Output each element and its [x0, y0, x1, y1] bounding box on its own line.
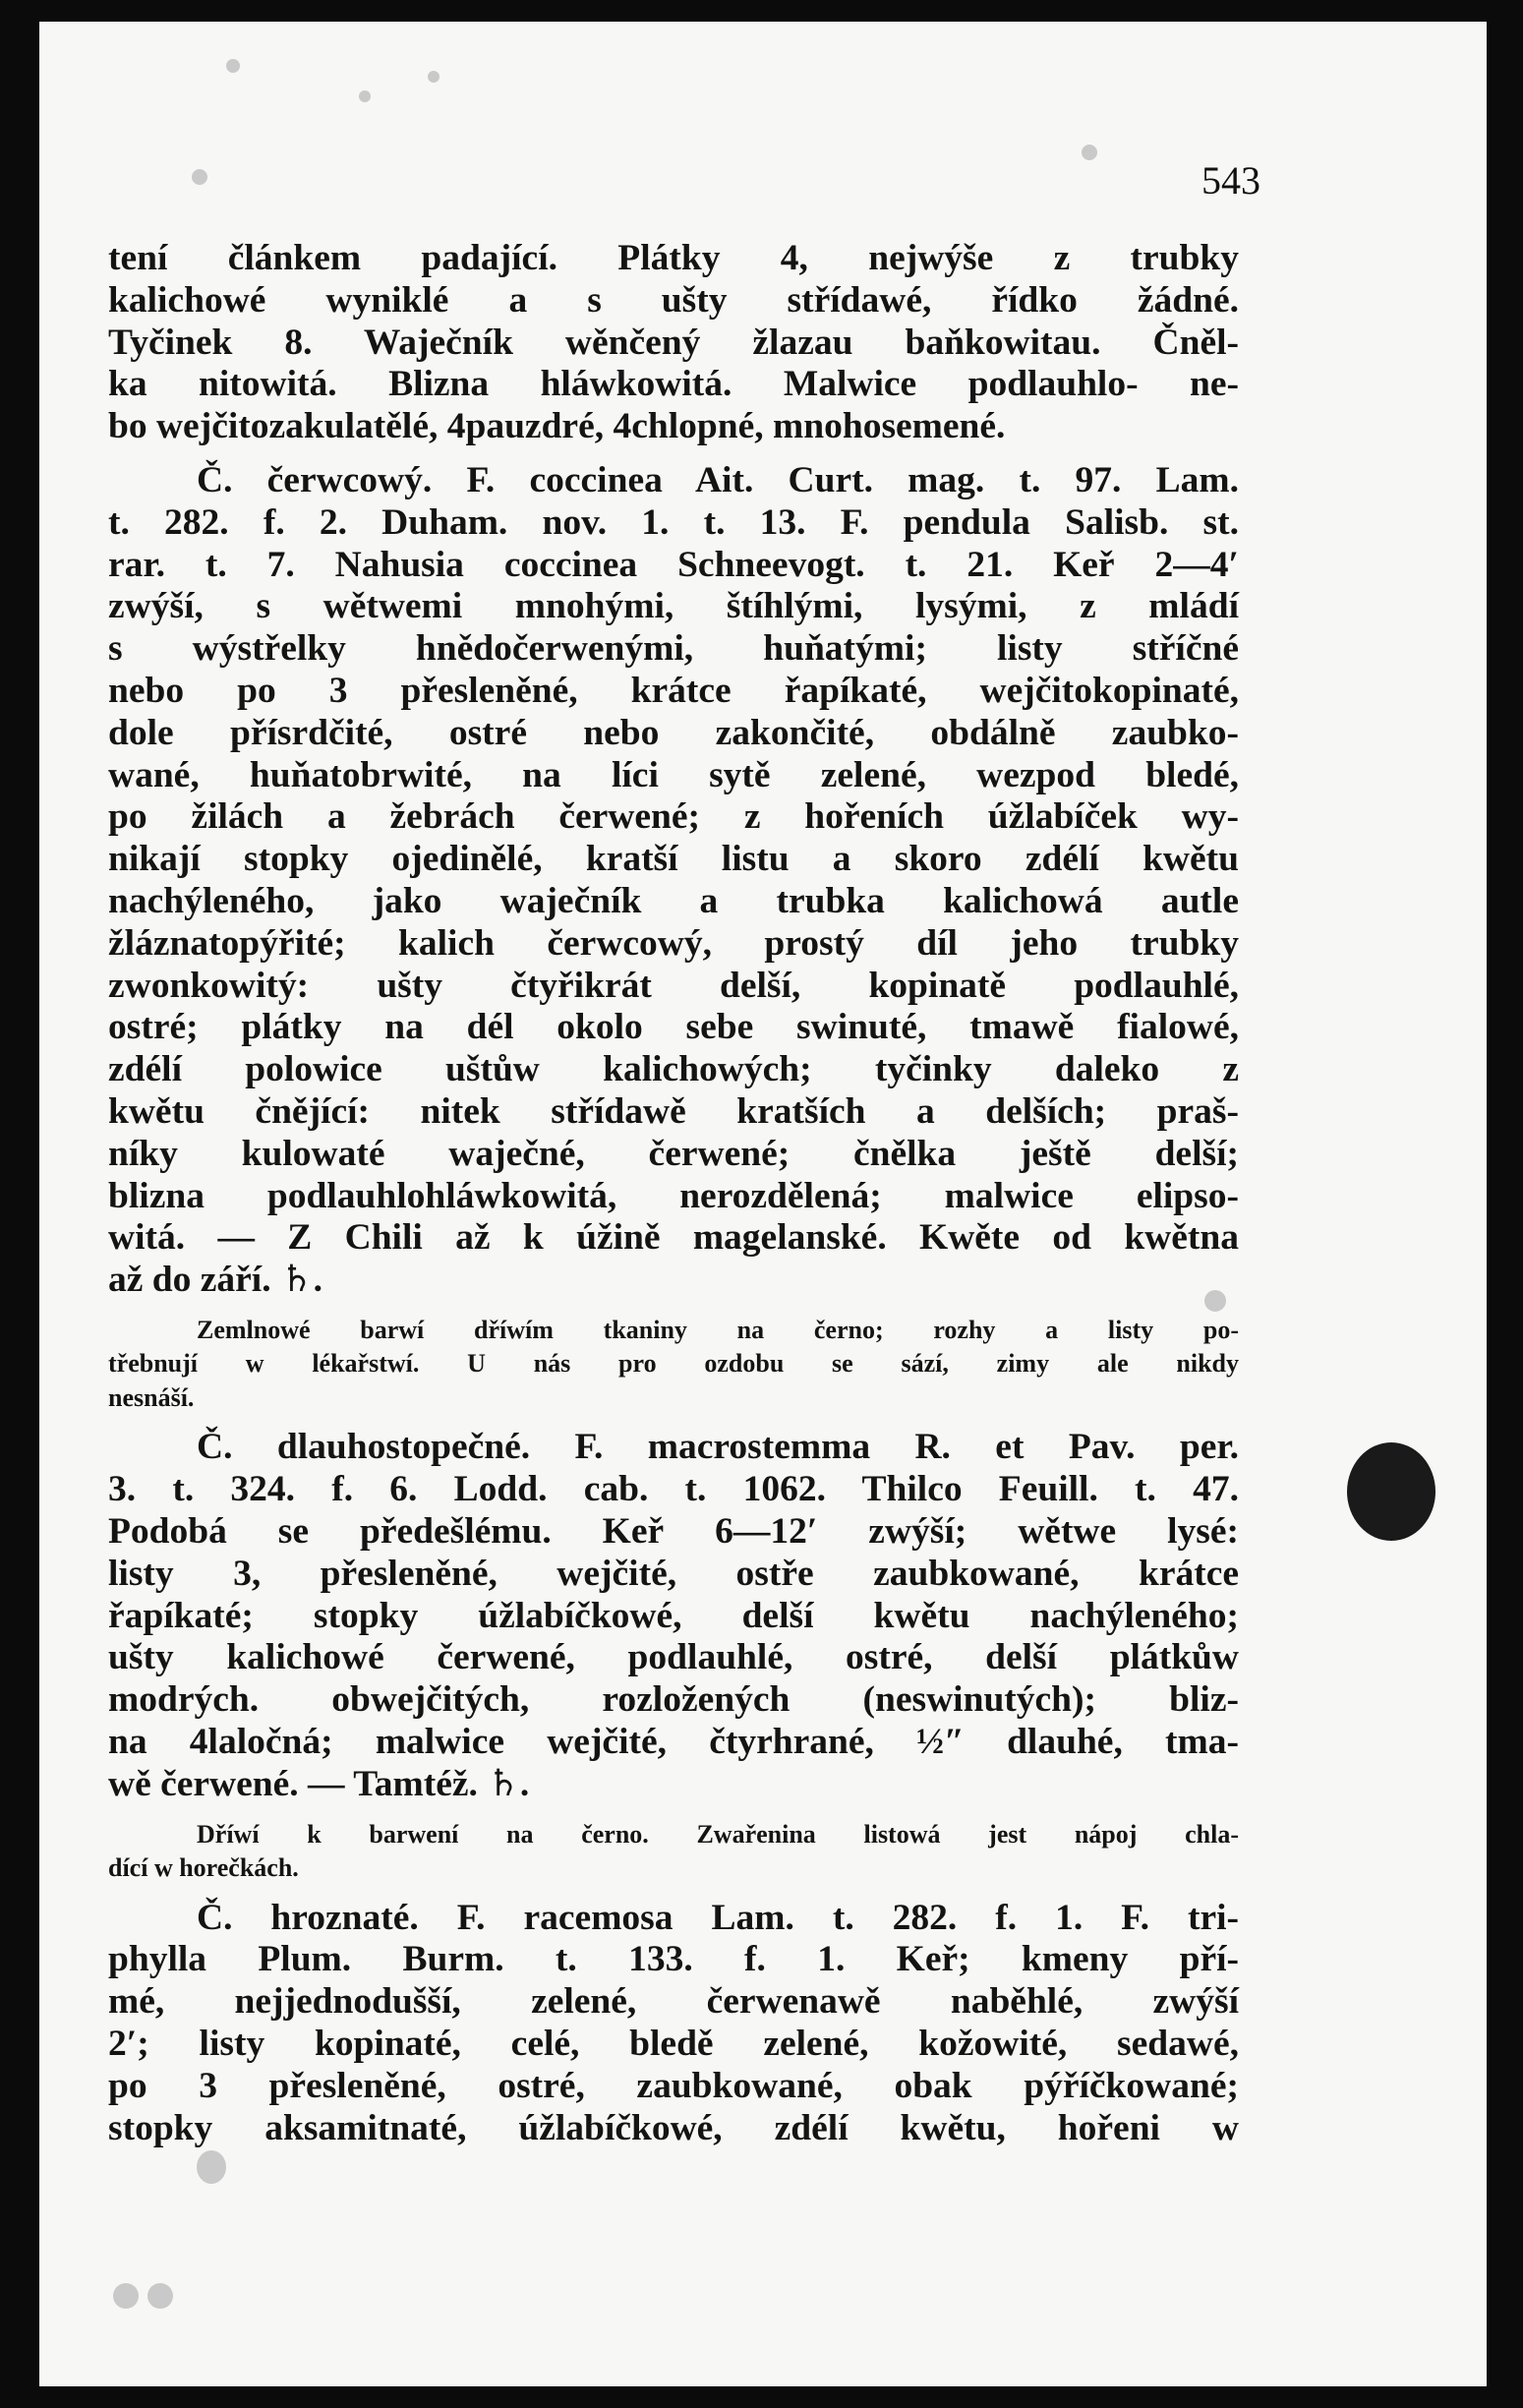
paragraph-gap — [108, 1886, 1239, 1898]
text-line: witá. — Z Chili až k úžině magelanské. Kwěte od kwětna — [108, 1217, 1239, 1259]
scan-speck — [147, 2283, 173, 2309]
scan-speck — [192, 169, 207, 185]
scan-speck — [428, 71, 439, 83]
text-line: kwětu čnějící: nitek střídawě kratších a delších; praš- — [108, 1090, 1239, 1132]
text-line: Tyčinek 8. Waječník wěnčený žlazau baňkowitau. Čněl- — [108, 322, 1239, 363]
text-line: wě čerwené. — Tamtéž. ♄. — [108, 1763, 530, 1804]
text-line: wané, huňatobrwité, na líci sytě zelené, wezpod bledé, — [108, 754, 1239, 795]
text-line: ka nitowitá. Blizna hláwkowitá. Malwice podlauhlo- ne- — [108, 364, 1239, 405]
text-line: 2′; listy kopinaté, celé, bledě zelené, kožowité, sedawé, — [108, 2023, 1239, 2064]
text-line: níky kulowaté waječné, čerwené; čnělka ještě delší; — [108, 1133, 1239, 1174]
text-line: rar. t. 7. Nahusia coccinea Schneevogt. t. 21. Keř 2—4′ — [108, 544, 1239, 585]
text-line: kalichowé wyniklé a s ušty střídawé, řídko žádné. — [108, 279, 1239, 321]
note-line: třebnují w lékařstwí. U nás pro ozdobu se sází, zimy ale nikdy — [108, 1349, 1239, 1379]
text-line: žláznatopýřité; kalich čerwcowý, prostý díl jeho trubky — [108, 922, 1239, 964]
text-line: Podobá se předešlému. Keř 6—12′ zwýší; wětwe lysé: — [108, 1511, 1239, 1553]
paragraph-gap — [108, 1302, 1239, 1314]
note-line: dící w horečkách. — [108, 1853, 299, 1883]
text-line: Č. dlauhostopečné. F. macrostemma R. et Pav. per. — [197, 1427, 1239, 1468]
text-line: stopky aksamitnaté, úžlabíčkowé, zdélí kwětu, hořeni w — [108, 2107, 1239, 2148]
text-line: Č. čerwcowý. F. coccinea Ait. Curt. mag. t. 97. Lam. — [197, 459, 1239, 500]
text-line: t. 282. f. 2. Duham. nov. 1. t. 13. F. pendula Salisb. st. — [108, 501, 1239, 543]
paragraph-gap — [108, 1806, 1239, 1818]
text-line: zwonkowitý: ušty čtyřikrát delší, kopinatě podlauhlé, — [108, 965, 1239, 1006]
text-line: zwýší, s wětwemi mnohými, štíhlými, lysými, z mládí — [108, 586, 1239, 627]
text-line: Č. hroznaté. F. racemosa Lam. t. 282. f. 1. F. tri- — [197, 1897, 1239, 1938]
ink-blot — [1347, 1442, 1435, 1541]
note-line: Zemlnowé barwí dříwím tkaniny na černo; rozhy a listy po- — [197, 1315, 1239, 1344]
paragraph-gap — [108, 1415, 1239, 1427]
text-line: tení článkem padající. Plátky 4, nejwýše z trubky — [108, 238, 1239, 278]
text-line: řapíkaté; stopky úžlabíčkowé, delší kwětu nachýleného; — [108, 1595, 1239, 1636]
text-line: 3. t. 324. f. 6. Lodd. cab. t. 1062. Thilco Feuill. t. 47. — [108, 1469, 1239, 1510]
page-text — [108, 238, 1239, 2149]
text-line: dole přísrdčité, ostré nebo zakončité, obdálně zaubko- — [108, 712, 1239, 753]
text-line: po žilách a žebrách čerwené; z hořeních úžlabíček wy- — [108, 796, 1239, 838]
note-line: nesnáší. — [108, 1382, 195, 1412]
text-line: bo wejčitozakulatělé, 4pauzdré, 4chlopné, mnohosemené. — [108, 406, 1006, 447]
text-line: nachýleného, jako waječník a trubka kalichowá autle — [108, 880, 1239, 921]
scan-speck — [226, 59, 240, 73]
text-line: s wýstřelky hnědočerwenými, huňatými; listy stříčné — [108, 628, 1239, 670]
text-line: modrých. obwejčitých, rozložených (neswinutých); bliz- — [108, 1679, 1239, 1721]
text-line: ušty kalichowé čerwené, podlauhlé, ostré, delší plátkůw — [108, 1637, 1239, 1678]
text-line: zdélí polowice uštůw kalichowých; tyčinky daleko z — [108, 1049, 1239, 1090]
page-number: 543 — [1201, 158, 1260, 203]
book-page — [39, 22, 1487, 2386]
text-line: nebo po 3 přesleněné, krátce řapíkaté, wejčitokopinaté, — [108, 670, 1239, 711]
text-line: nikají stopky ojedinělé, kratší listu a skoro zdélí kwětu — [108, 839, 1239, 880]
paragraph-gap — [108, 448, 1239, 460]
text-line: až do září. ♄. — [108, 1260, 322, 1301]
note-line: Dříwí k barwení na černo. Zwařenina listowá jest nápoj chla- — [197, 1819, 1239, 1849]
text-line: phylla Plum. Burm. t. 133. f. 1. Keř; kmeny pří- — [108, 1939, 1239, 1980]
scan-speck — [1204, 1290, 1226, 1312]
text-line: po 3 přesleněné, ostré, zaubkowané, obak pýříčkowané; — [108, 2065, 1239, 2106]
scan-speck — [197, 2150, 226, 2184]
scan-speck — [1082, 145, 1097, 160]
text-line: mé, nejjednodušší, zelené, čerwenawě naběhlé, zwýší — [108, 1981, 1239, 2023]
text-line: listy 3, přesleněné, wejčité, ostře zaubkowané, krátce — [108, 1553, 1239, 1594]
scan-speck — [113, 2283, 139, 2309]
text-line: na 4laločná; malwice wejčité, čtyrhrané, ½″ dlauhé, tma- — [108, 1722, 1239, 1762]
scan-speck — [359, 90, 371, 102]
text-line: blizna podlauhlohláwkowitá, nerozdělená; malwice elipso- — [108, 1175, 1239, 1216]
text-line: ostré; plátky na dél okolo sebe swinuté, tmawě fialowé, — [108, 1007, 1239, 1048]
